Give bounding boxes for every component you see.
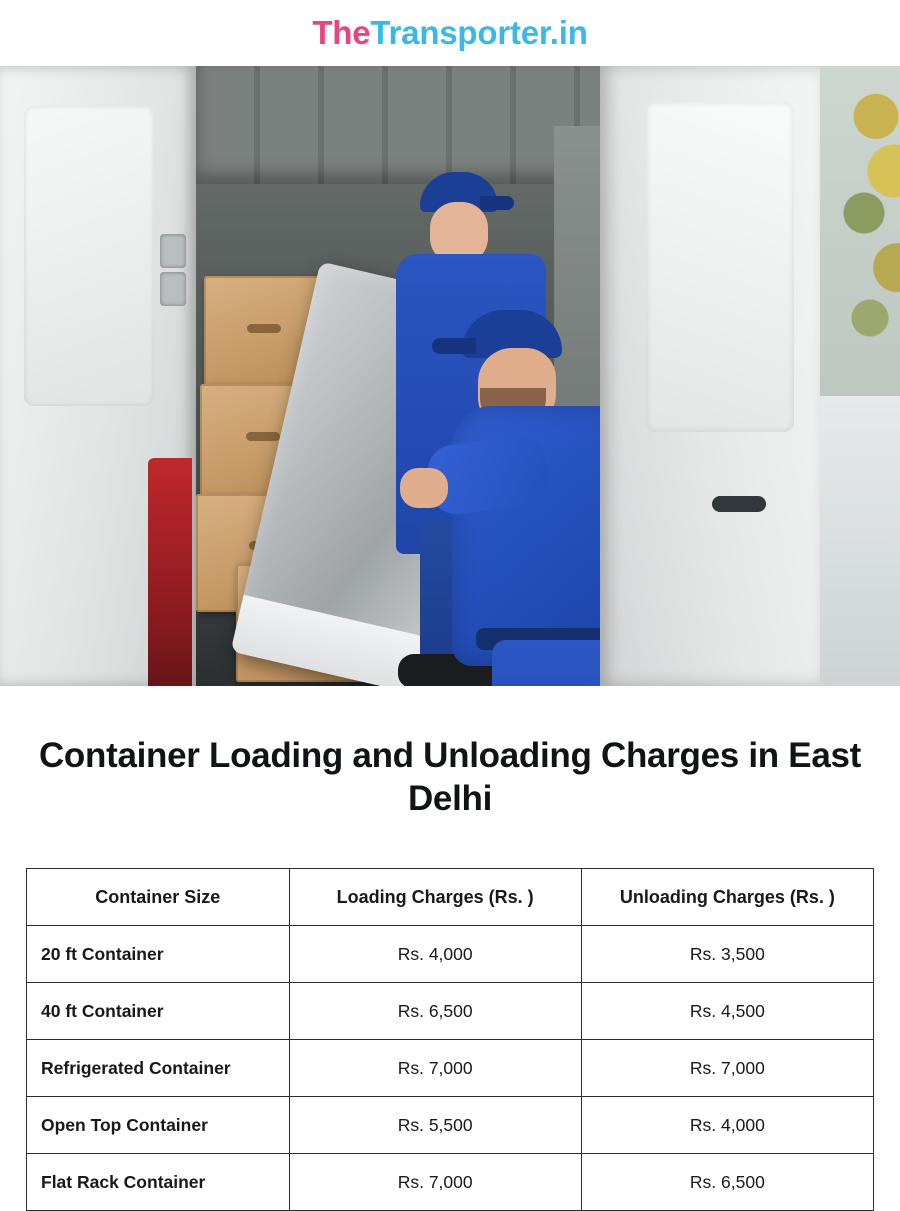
van-taillight xyxy=(148,458,192,686)
van-right-door xyxy=(600,66,820,686)
cell-unloading-charge: Rs. 4,000 xyxy=(581,1097,873,1154)
cell-unloading-charge: Rs. 6,500 xyxy=(581,1154,873,1211)
site-logo[interactable] xyxy=(312,14,587,52)
cell-unloading-charge: Rs. 7,000 xyxy=(581,1040,873,1097)
cell-unloading-charge: Rs. 3,500 xyxy=(581,926,873,983)
cell-container-size: Flat Rack Container xyxy=(27,1154,290,1211)
cell-container-size: Open Top Container xyxy=(27,1097,290,1154)
cell-loading-charge: Rs. 7,000 xyxy=(289,1154,581,1211)
brand-header xyxy=(0,0,900,66)
table-row xyxy=(27,1097,874,1154)
table-row xyxy=(27,1154,874,1211)
cell-container-size: Refrigerated Container xyxy=(27,1040,290,1097)
logo-text-tld: .in xyxy=(549,14,588,51)
cell-loading-charge: Rs. 6,500 xyxy=(289,983,581,1040)
door-hinge xyxy=(160,272,186,306)
worker-hand xyxy=(400,468,448,508)
column-header-loading-charges: Loading Charges (Rs. ) xyxy=(289,869,581,926)
hero-image xyxy=(0,66,900,686)
cell-loading-charge: Rs. 4,000 xyxy=(289,926,581,983)
table-header xyxy=(27,869,874,926)
table-row xyxy=(27,926,874,983)
charges-table xyxy=(26,868,874,1211)
cell-unloading-charge: Rs. 4,500 xyxy=(581,983,873,1040)
cell-container-size: 40 ft Container xyxy=(27,983,290,1040)
column-header-unloading-charges: Unloading Charges (Rs. ) xyxy=(581,869,873,926)
table-body xyxy=(27,926,874,1211)
column-header-container-size: Container Size xyxy=(27,869,290,926)
cell-loading-charge: Rs. 7,000 xyxy=(289,1040,581,1097)
page-title: Container Loading and Unloading Charges in East Delhi xyxy=(38,736,862,819)
cell-loading-charge: Rs. 5,500 xyxy=(289,1097,581,1154)
cell-container-size: 20 ft Container xyxy=(27,926,290,983)
charges-table-container xyxy=(0,854,900,1211)
logo-text-the: The xyxy=(312,14,371,51)
table-row xyxy=(27,1040,874,1097)
table-header-row xyxy=(27,869,874,926)
logo-text-transporter: Transporter xyxy=(370,14,550,51)
door-hinge xyxy=(160,234,186,268)
door-handle xyxy=(712,496,766,512)
table-row xyxy=(27,983,874,1040)
